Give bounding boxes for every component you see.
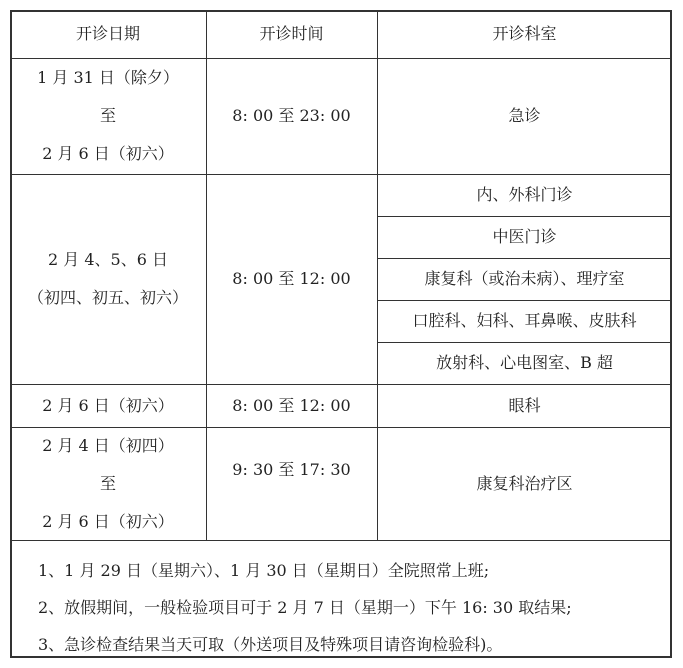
note-1: 1、1 月 29 日（星期六）、1 月 30 日（星期日）全院照常上班; (38, 561, 490, 580)
note-2: 2、放假期间，一般检验项目可于 2 月 7 日（星期一）下午 16: 30 取结果; (38, 598, 572, 617)
header-time: 开诊时间 (259, 24, 324, 43)
row1-date: 1 月 31 日（除夕） 至 2 月 6 日（初六） (37, 68, 179, 163)
row2-time: 8: 00 至 12: 00 (232, 269, 351, 288)
row2-dept-2: 中医门诊 (492, 227, 557, 246)
row2-dept-3: 康复科（或治未病）、理疗室 (424, 269, 625, 288)
notes-block (38, 552, 658, 663)
header-date: 开诊日期 (75, 24, 140, 43)
row2-dept-1: 内、外科门诊 (476, 185, 573, 204)
row3-date: 2 月 6 日（初六） (42, 395, 174, 415)
row4-dept: 康复科治疗区 (476, 473, 573, 493)
row3-time: 8: 00 至 12: 00 (232, 395, 351, 415)
row4-date: 2 月 4 日（初四） 至 2 月 6 日（初六） (42, 435, 174, 531)
row4-time: 9: 30 至 17: 30 (232, 460, 351, 479)
note-3: 3、急诊检查结果当天可取（外送项目及特殊项目请咨询检验科)。 (38, 635, 503, 654)
row1-time: 8: 00 至 23: 00 (232, 106, 351, 125)
row2-dept-4: 口腔科、妇科、耳鼻喉、皮肤科 (412, 311, 637, 330)
header-dept: 开诊科室 (492, 24, 557, 43)
row2-dept-5: 放射科、心电图室、B 超 (436, 353, 613, 372)
row-divider (10, 540, 672, 541)
row2-date: 2 月 4、5、6 日 （初四、初五、初六） (27, 250, 188, 307)
row1-dept: 急诊 (508, 106, 541, 125)
row3-dept: 眼科 (508, 395, 541, 415)
